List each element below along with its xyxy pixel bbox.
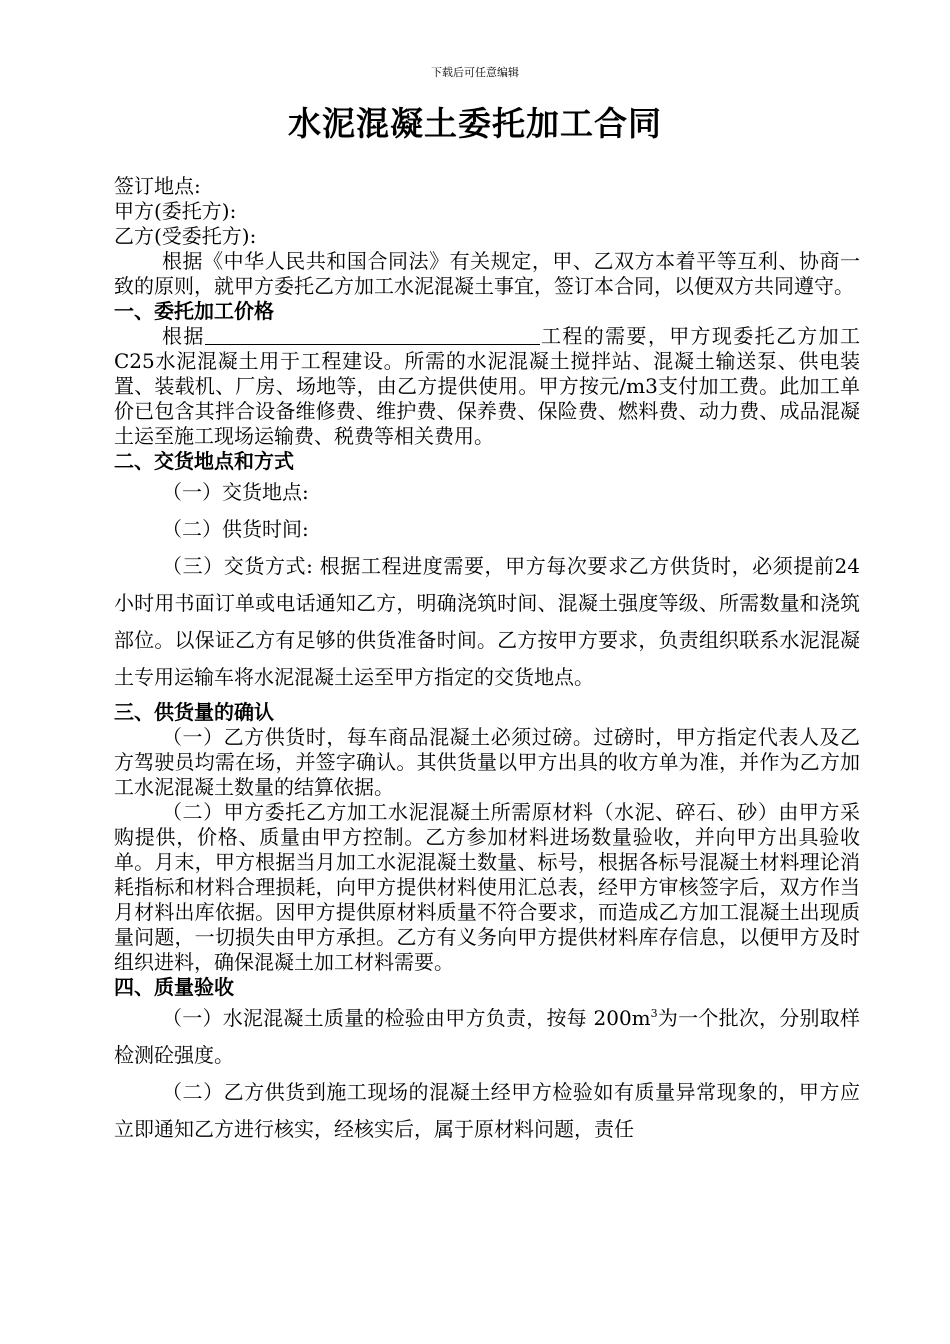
section-2-item-1: （一）交货地点: [162, 480, 309, 504]
section-2-item-2: （二）供货时间: [162, 517, 309, 541]
section-4-item-2: （二）乙方供货到施工现场的混凝土经甲方检验如有质量异常现象的，甲方应立即通知乙方进行核实，经核实后，属于原材料问题，责任 [114, 1080, 860, 1141]
header-note: 下载后可任意编辑 [431, 66, 519, 79]
party-b-line: 乙方(受委托方): [114, 224, 257, 248]
cubic-superscript: 3 [650, 1007, 658, 1020]
section-2-heading: 二、交货地点和方式 [114, 449, 294, 473]
section-4-item-1-text: （一）水泥混凝土质量的检验由甲方负责，按每 200m [162, 1006, 651, 1030]
section-3-item-1: （一）乙方供货时，每车商品混凝土必须过磅。过磅时，甲方指定代表人及乙方驾驶员均需在场，并签字确认。其供货量以甲方出具的收方单为准，并作为乙方加工水泥混凝土数量的结算依据。 [114, 725, 860, 799]
document-title: 水泥混凝土委托加工合同 [288, 104, 662, 143]
section-3-heading: 三、供货量的确认 [114, 700, 274, 724]
section-1-paragraph [114, 324, 860, 449]
section-3-item-2: （二）甲方委托乙方加工水泥混凝土所需原材料（水泥、碎石、砂）由甲方采购提供，价格、质量由甲方控制。乙方参加材料进场数量验收，并向甲方出具验收单。月末，甲方根据当月加工水泥混凝土数量、标号，根据各标号混凝土材料理论消耗指标和材料合理损耗，向甲方提供材料使用汇总表，经甲方审核签字后，双方作当月材料出库依据。因甲方提供原材料质量不符合要求，而造成乙方加工混凝土出现质量问题，一切损失由甲方承担。乙方有义务向甲方提供材料库存信息，以便甲方及时组织进料，确保混凝土加工材料需要。 [114, 800, 860, 974]
section-4-item-1 [114, 1000, 860, 1074]
project-name-blank [205, 324, 540, 345]
section-4-item-1-rest: 为一个批次，分别取样检测砼强度。 [114, 1006, 860, 1067]
contract-body [114, 174, 860, 1148]
section-2-item-3: （三）交货方式: 根据工程进度需要，甲方每次要求乙方供货时，必须提前24小时用书面订单或电话通知乙方，明确浇筑时间、混凝土强度等级、所需数量和浇筑部位。以保证乙方有足够的供货准备时间。乙方按甲方要求，负责组织联系水泥混凝土专用运输车将水泥混凝土运至甲方指定的交货地点。 [114, 554, 860, 689]
party-a-line: 甲方(委托方): [114, 199, 237, 223]
section-1-heading: 一、委托加工价格 [114, 299, 274, 323]
section-1-text: 工程的需要，甲方现委托乙方加工C25水泥混凝土用于工程建设。所需的水泥混凝土搅拌站、混凝土输送泵、供电装置、装载机、厂房、场地等，由乙方提供使用。甲方按元/m3支付加工费。此加工单价已包含其拌合设备维修费、维护费、保养费、保险费、燃料费、动力费、成品混凝土运至施工现场运输费、税费等相关费用。 [114, 324, 861, 448]
preamble-paragraph: 根据《中华人民共和国合同法》有关规定，甲、乙双方本着平等互利、协商一致的原则，就甲方委托乙方加工水泥混凝土事宜，签订本合同，以便双方共同遵守。 [114, 249, 860, 298]
section-1-lead: 根据 [162, 324, 205, 348]
section-4-heading: 四、质量验收 [114, 975, 234, 999]
signing-place-line: 签订地点: [114, 174, 201, 198]
